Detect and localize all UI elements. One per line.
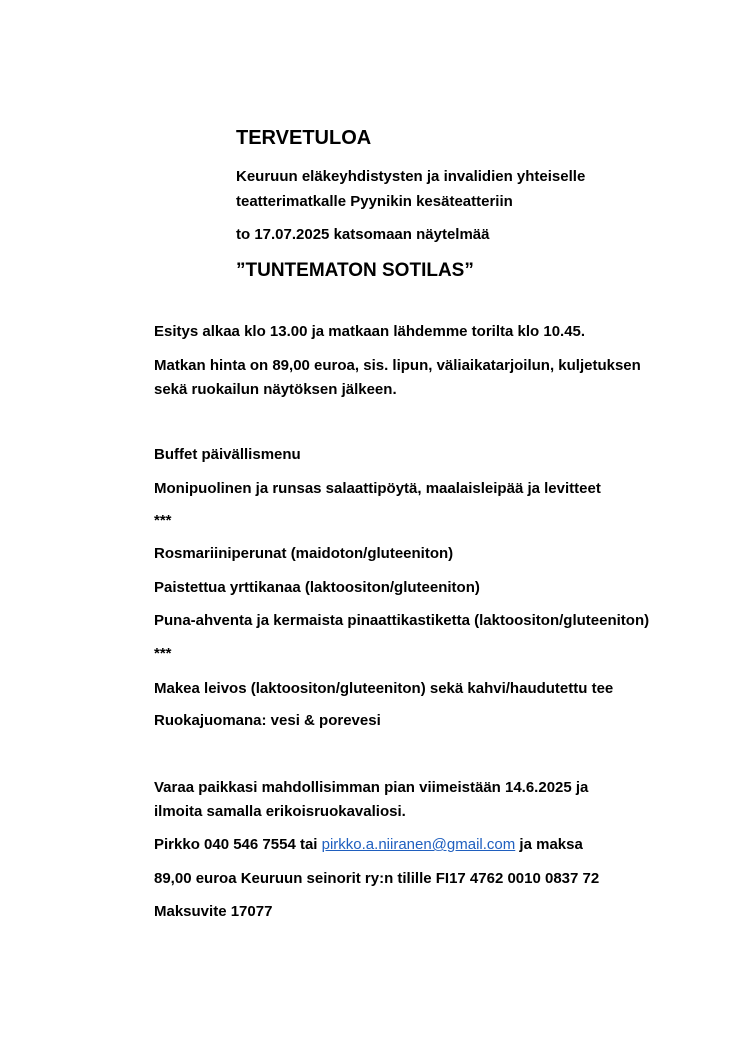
price-line-2: sekä ruokailun näytöksen jälkeen. (154, 381, 397, 398)
contact-line (154, 835, 583, 855)
menu-heading: Buffet päivällismenu (154, 446, 301, 463)
payment-line: 89,00 euroa Keuruun seinorit ry:n tilille FI17 4762 0010 0837 72 (154, 870, 600, 887)
menu-drinks: Ruokajuomana: vesi & porevesi (154, 712, 381, 729)
price-line-1: Matkan hinta on 89,00 euroa, sis. lipun, väliaikatarjoilun, kuljetuksen (154, 357, 641, 374)
contact-prefix: Pirkko 040 546 7554 tai (154, 836, 322, 853)
menu-main-2: Paistettua yrttikanaa (laktoositon/gluteeniton) (154, 579, 480, 596)
email-link[interactable]: pirkko.a.niiranen@gmail.com (321, 836, 516, 853)
reserve-line-1: Varaa paikkasi mahdollisimman pian viimeistään 14.6.2025 ja (154, 779, 589, 796)
contact-suffix: ja maksa (515, 836, 583, 853)
menu-main-1: Rosmariiniperunat (maidoton/gluteeniton) (154, 545, 454, 562)
menu-dessert: Makea leivos (laktoositon/gluteeniton) sekä kahvi/haudutettu tee (154, 680, 614, 697)
play-title: ”TUNTEMATON SOTILAS” (236, 260, 474, 281)
menu-starter: Monipuolinen ja runsas salaattipöytä, maalaisleipää ja levitteet (154, 480, 601, 497)
date-line: to 17.07.2025 katsomaan näytelmää (236, 226, 490, 243)
reference-line: Maksuvite 17077 (154, 903, 273, 920)
reserve-line-2: ilmoita samalla erikoisruokavaliosi. (154, 803, 406, 820)
intro-line-2: teatterimatkalle Pyynikin kesäteatteriin (236, 193, 513, 210)
menu-separator-1: *** (154, 512, 172, 529)
welcome-title: TERVETULOA (236, 127, 372, 149)
menu-main-3: Puna-ahventa ja kermaista pinaattikastiketta (laktoositon/gluteeniton) (154, 612, 650, 629)
intro-line-1: Keuruun eläkeyhdistysten ja invalidien yhteiselle (236, 168, 586, 185)
start-time-line: Esitys alkaa klo 13.00 ja matkaan lähdemme torilta klo 10.45. (154, 323, 586, 340)
menu-separator-2: *** (154, 645, 172, 662)
